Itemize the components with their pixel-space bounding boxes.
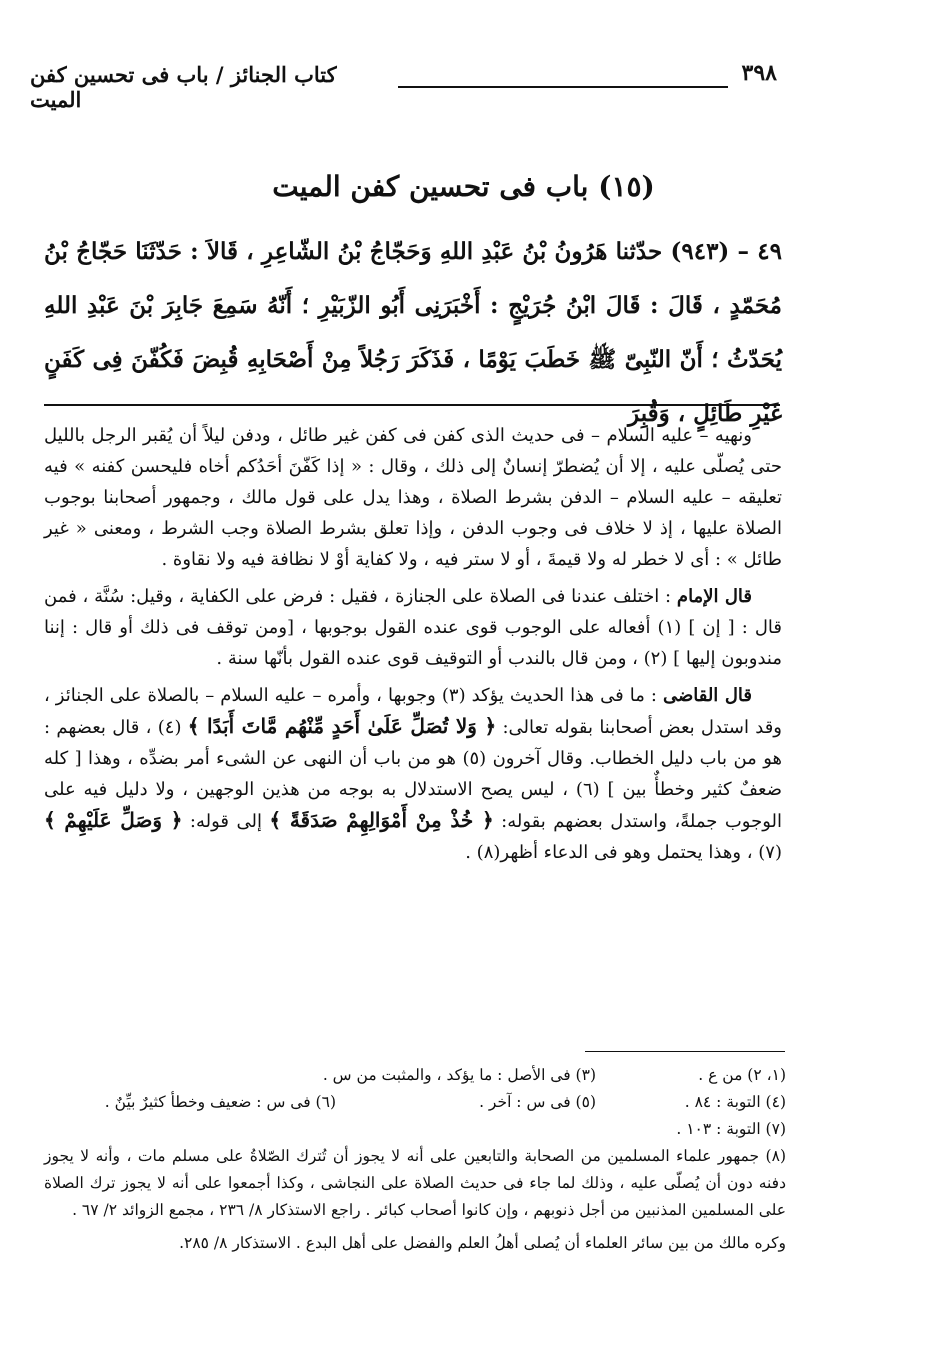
footnote-8: (٨) جمهور علماء المسلمين من الصحابة والتابعين على أنه لا يجوز أن تُترك الصّلاةُ على مسلم مات ، وأنه لا يجوز دفنه دون أن يُصلّى عليه ، وذلك لما جاء فى حديث الصلاة على النجاشى ، وكذا أجمعوا على أنه لا يجوز ترك الصلاة على المسلمين المذنبين من أجل ذنوبهم ، وإن كانوا أصحاب كبائر . راجع الاستذكار ٨/ ٢٣٦ ، مجمع الزوائد ٢/ ٦٧ . — [44, 1147, 786, 1219]
page-number: ٣٩٨ — [741, 60, 777, 86]
quran-verse-2: ﴿ خُذْ مِنْ أَمْوَالِهِمْ صَدَقَةً ﴾ — [269, 808, 494, 832]
commentary — [44, 420, 782, 874]
chapter-title: (١٥) باب فى تحسين كفن الميت — [272, 170, 655, 203]
hadith-text-block — [44, 225, 782, 441]
commentary-paragraph-3 — [44, 680, 782, 868]
qadi-text-d: (٧) ، وهذا يحتمل وهو فى الدعاء أظهر(٨) . — [465, 842, 782, 863]
section-divider — [44, 404, 780, 406]
footnote-row — [44, 1062, 786, 1089]
footnote-item: (١، ٢) من ع . — [698, 1066, 786, 1084]
footnote-item: (٤) التوبة : ٨٤ . — [684, 1093, 786, 1111]
footnote-item: (٣) فى الأصل : ما يؤكد ، والمثبت من س . — [322, 1066, 596, 1084]
footnote-final-note: وكره مالك من بين سائر العلماء أن يُصلى أهلُ العلم والفضل على أهل البدع . الاستذكار ٨/ ٢٨٥. — [179, 1234, 786, 1252]
header-rule — [398, 86, 728, 88]
commentary-paragraph-2 — [44, 581, 782, 674]
qadi-text-c: إلى قوله: — [189, 811, 262, 832]
qadi-text-b: (٤) ، قال بعضهم : هو من باب دليل الخطاب. وقال آخرون (٥) هو من باب أن النهى عن الشىء أمر بضدِّه ، وهذا [ كله ضعفٌ كثير وخطأٌ بين ] (٦) ، ليس يصح الاستدلال به بوجه من هذين الوجهين ، ولا دليل فيه على الوجوب جملةً، واستدل بعضهم بقوله: — [44, 717, 783, 832]
footnote-rule — [585, 1051, 785, 1052]
hadith-number: ٤٩ – (٩٤٣) — [670, 238, 782, 265]
qadi-label: قال القاضى — [662, 685, 753, 706]
hadith-text: حدّثنا هَرُونُ بْنُ عَبْدِ اللهِ وَحَجّاجُ بْنُ الشّاعِرِ ، قَالاَ : حَدّثَنَا حَجّاجُ بْنُ مُحَمّدٍ ، قَالَ : قَالَ ابْنُ جُرَيْجٍ : أَخْبَرَنِى أَبُو الزّبَيْرِ ؛ أَنّهُ سَمِعَ جَابِرَ بْنَ عَبْدِ اللهِ يُحَدّثُ ؛ أَنّ النّبِىّ ﷺ خَطَبَ يَوْمًا ، فَذَكَرَ رَجُلاً مِنْ أَصْحَابِهِ قُبِضَ فَكُفّنَ فِى كَفَنٍ غَيْرِ طَائِلٍ ، وَقُبِرَ — [44, 238, 782, 427]
footnote-row — [44, 1089, 786, 1116]
footnotes — [44, 1062, 786, 1257]
footnote-row — [44, 1116, 786, 1143]
quran-verse-1: ﴿ وَلا تُصَلِّ عَلَىٰ أَحَدٍ مِّنْهُم مَّاتَ أَبَدًا ﴾ — [187, 714, 497, 738]
imam-label: قال الإمام — [676, 586, 752, 607]
footnote-item: (٥) فى س : آخر . — [479, 1093, 596, 1111]
running-title: كتاب الجنائز / باب فى تحسين كفن الميت — [30, 62, 337, 112]
footnote-item: (٧) التوبة : ١٠٣ . — [676, 1120, 786, 1138]
commentary-paragraph-1: ونهيه – عليه السلام – فى حديث الذى كفن فى كفن غير طائل ، ودفن ليلاً أن يُقبر الرجل بالليل حتى يُصلّى عليه ، إلا أن يُضطرّ إنسانٌ إلى ذلك ، وقال : « إذا كَفّنَ أحَدُكم أخاه فليحسن كفنه » فيه تعليقه – عليه السلام – الدفن بشرط الصلاة ، وهذا يدل على قول مالك ، وجمهور أصحابنا بوجوب الصلاة عليها ، إذ لا خلاف فى وجوب الدفن ، وإذا تعلق بشرط الصلاة وجب الشرط ، ومعنى « غير طائل » : أى لا خطر له ولا قيمةَ ، أو لا ستر فيه ، ولا كفاية أوْ لا نظافة فيه ولا نقاوة . — [44, 425, 782, 570]
footnote-item: (٦) فى س : ضعيف وخطأ كثيرٌ بيِّنٌ . — [104, 1093, 336, 1111]
quran-verse-3: ﴿ وَصَلِّ عَلَيْهِمْ ﴾ — [44, 808, 183, 832]
imam-text: : اختلف عندنا فى الصلاة على الجنازة ، فقيل : فرض على الكفاية ، وقيل: سُنَّة ، فمن قال : [ إن ] (١) أفعاله على الوجوب قوى عنده القول بوجوبها ، [ومن توقف فى ذلك أو قال : إننا مندوبون إليها ] (٢) ، ومن قال بالندب أو التوقيف قوى عنده القول بأنّها سنة . — [44, 586, 782, 669]
qadi-text-a: : ما فى هذا الحديث يؤكد (٣) وجوبها ، وأمره – عليه السلام – بالصلاة على الجنائز ، وقد استدل بعض أصحابنا بقوله تعالى: — [44, 685, 782, 738]
